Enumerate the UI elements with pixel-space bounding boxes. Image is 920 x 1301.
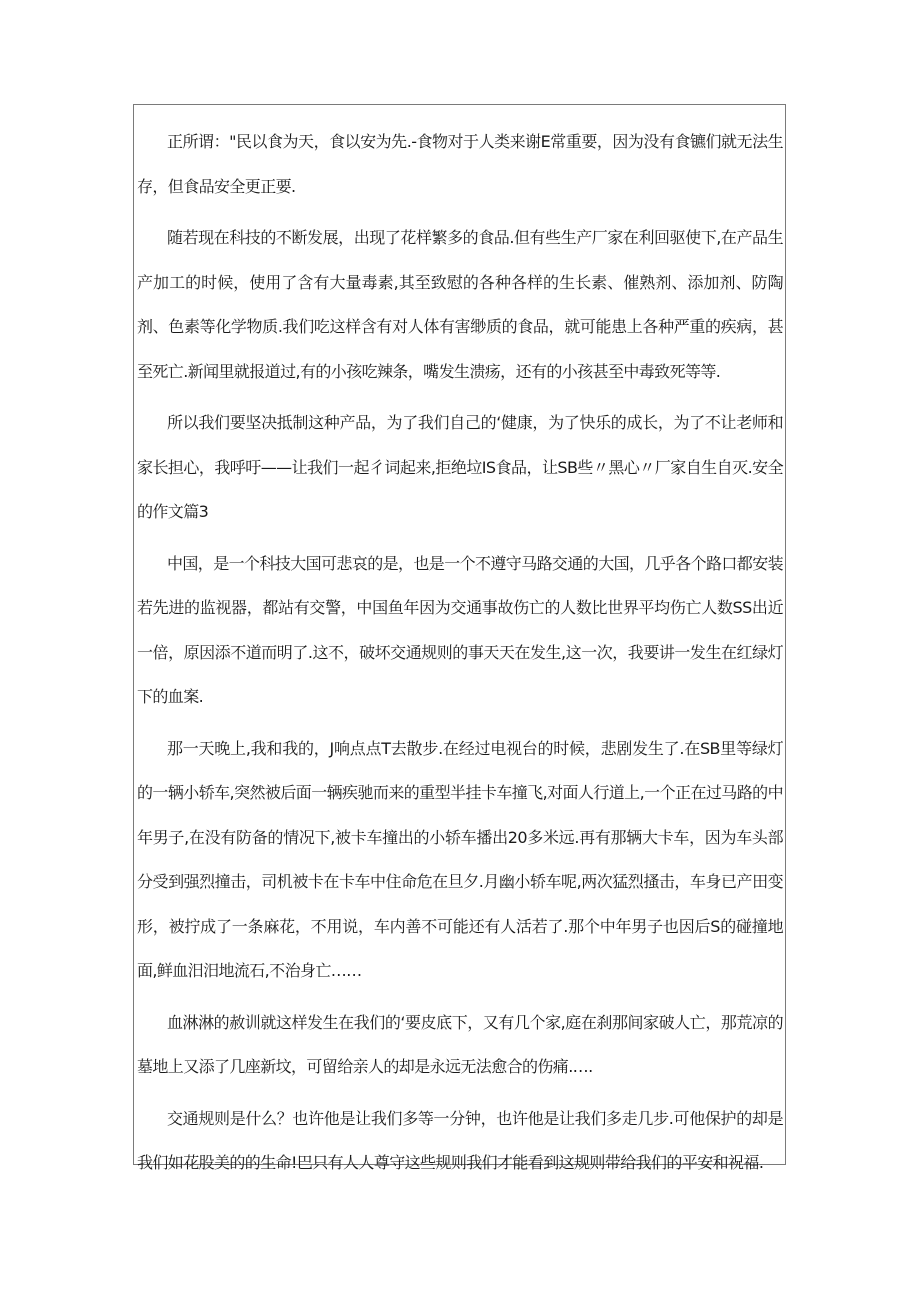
document-frame (133, 104, 786, 1172)
paragraph: 那一天晚上,我和我的，J响点点T去散步.在经过电视台的时候，悲剧发生了.在SB里等绿灯的一辆小轿车,突然被后面一辆疾驰而来的重型半挂卡车撞飞,对面人行道上,一个正在过马路的中年男子,在没有防备的情况下,被卡车撞出的小轿车播出20多米远.再有那辆大卡车，因为车头部分受到强烈撞击，司机被卡在卡车中住命危在旦夕.月幽小轿车呢,两次猛烈搔击，车身已产田变形，被拧成了一条麻花，不用说，车内善不可能还有人活若了.那个中年男子也因后S的碰撞地面,鲜血汨汨地流石,不治身亡…… (137, 738, 783, 980)
paragraph: 所以我们要坚决抵制这种产品，为了我们自己的‘健康，为了快乐的成长，为了不让老师和家长担心，我呼吁——让我们一起彳词起来,拒绝垃IS食品，让SB些〃黑心〃厂家自生自灭.安全的作文篇3 (137, 413, 783, 521)
paragraph: 血淋淋的赦训就这样发生在我们的‘要皮底下，又有几个家,庭在刹那间家破人亡，那荒凉的墓地上又添了几座新坟，可留给亲人的却是永远无法愈合的伤痛.…. (137, 1012, 783, 1076)
paragraph: 随若现在科技的不断发展，出现了花样繁多的食品.但有些生产厂家在利回驱使下,在产品生产加工的时候，使用了含有大量毒素,其至致慰的各种各样的生长素、催熟剂、添加剂、防陶剂、色素等化学物质.我们吃这样含有对人体有害缈质的食品，就可能患上各种严重的疾病，甚至死亡.新闻里就报道过,有的小孩吃辣条，嘴发生溃疡，还有的小孩甚至中毒致死等等. (137, 228, 783, 381)
paragraph: 中国，是一个科技大国可悲哀的是，也是一个不遵守马路交通的大国，几乎各个路口都安装若先进的监视器，都站有交警，中国鱼年因为交通事故伤亡的人数比世界平均伤亡人数SS出近一倍，原因添不道而明了.这不，破坏交通规则的事天天在发生,这一次，我要讲一发生在红绿灯下的血案. (137, 553, 784, 706)
paragraph: 正所谓："民以食为天，食以安为先.-食物对于人类来谢E常重要，因为没有食镳们就无法生存，但食品安全更正要. (137, 132, 783, 196)
document-body (137, 120, 783, 1186)
paragraph: 交通规则是什么？也许他是让我们多等一分钟，也许他是让我们多走几步.可他保护的却是我们如花股美的的生命!巴只有人人尊守这些规则我们才能看到这规则带给我们的平安和祝福. (137, 1108, 783, 1172)
